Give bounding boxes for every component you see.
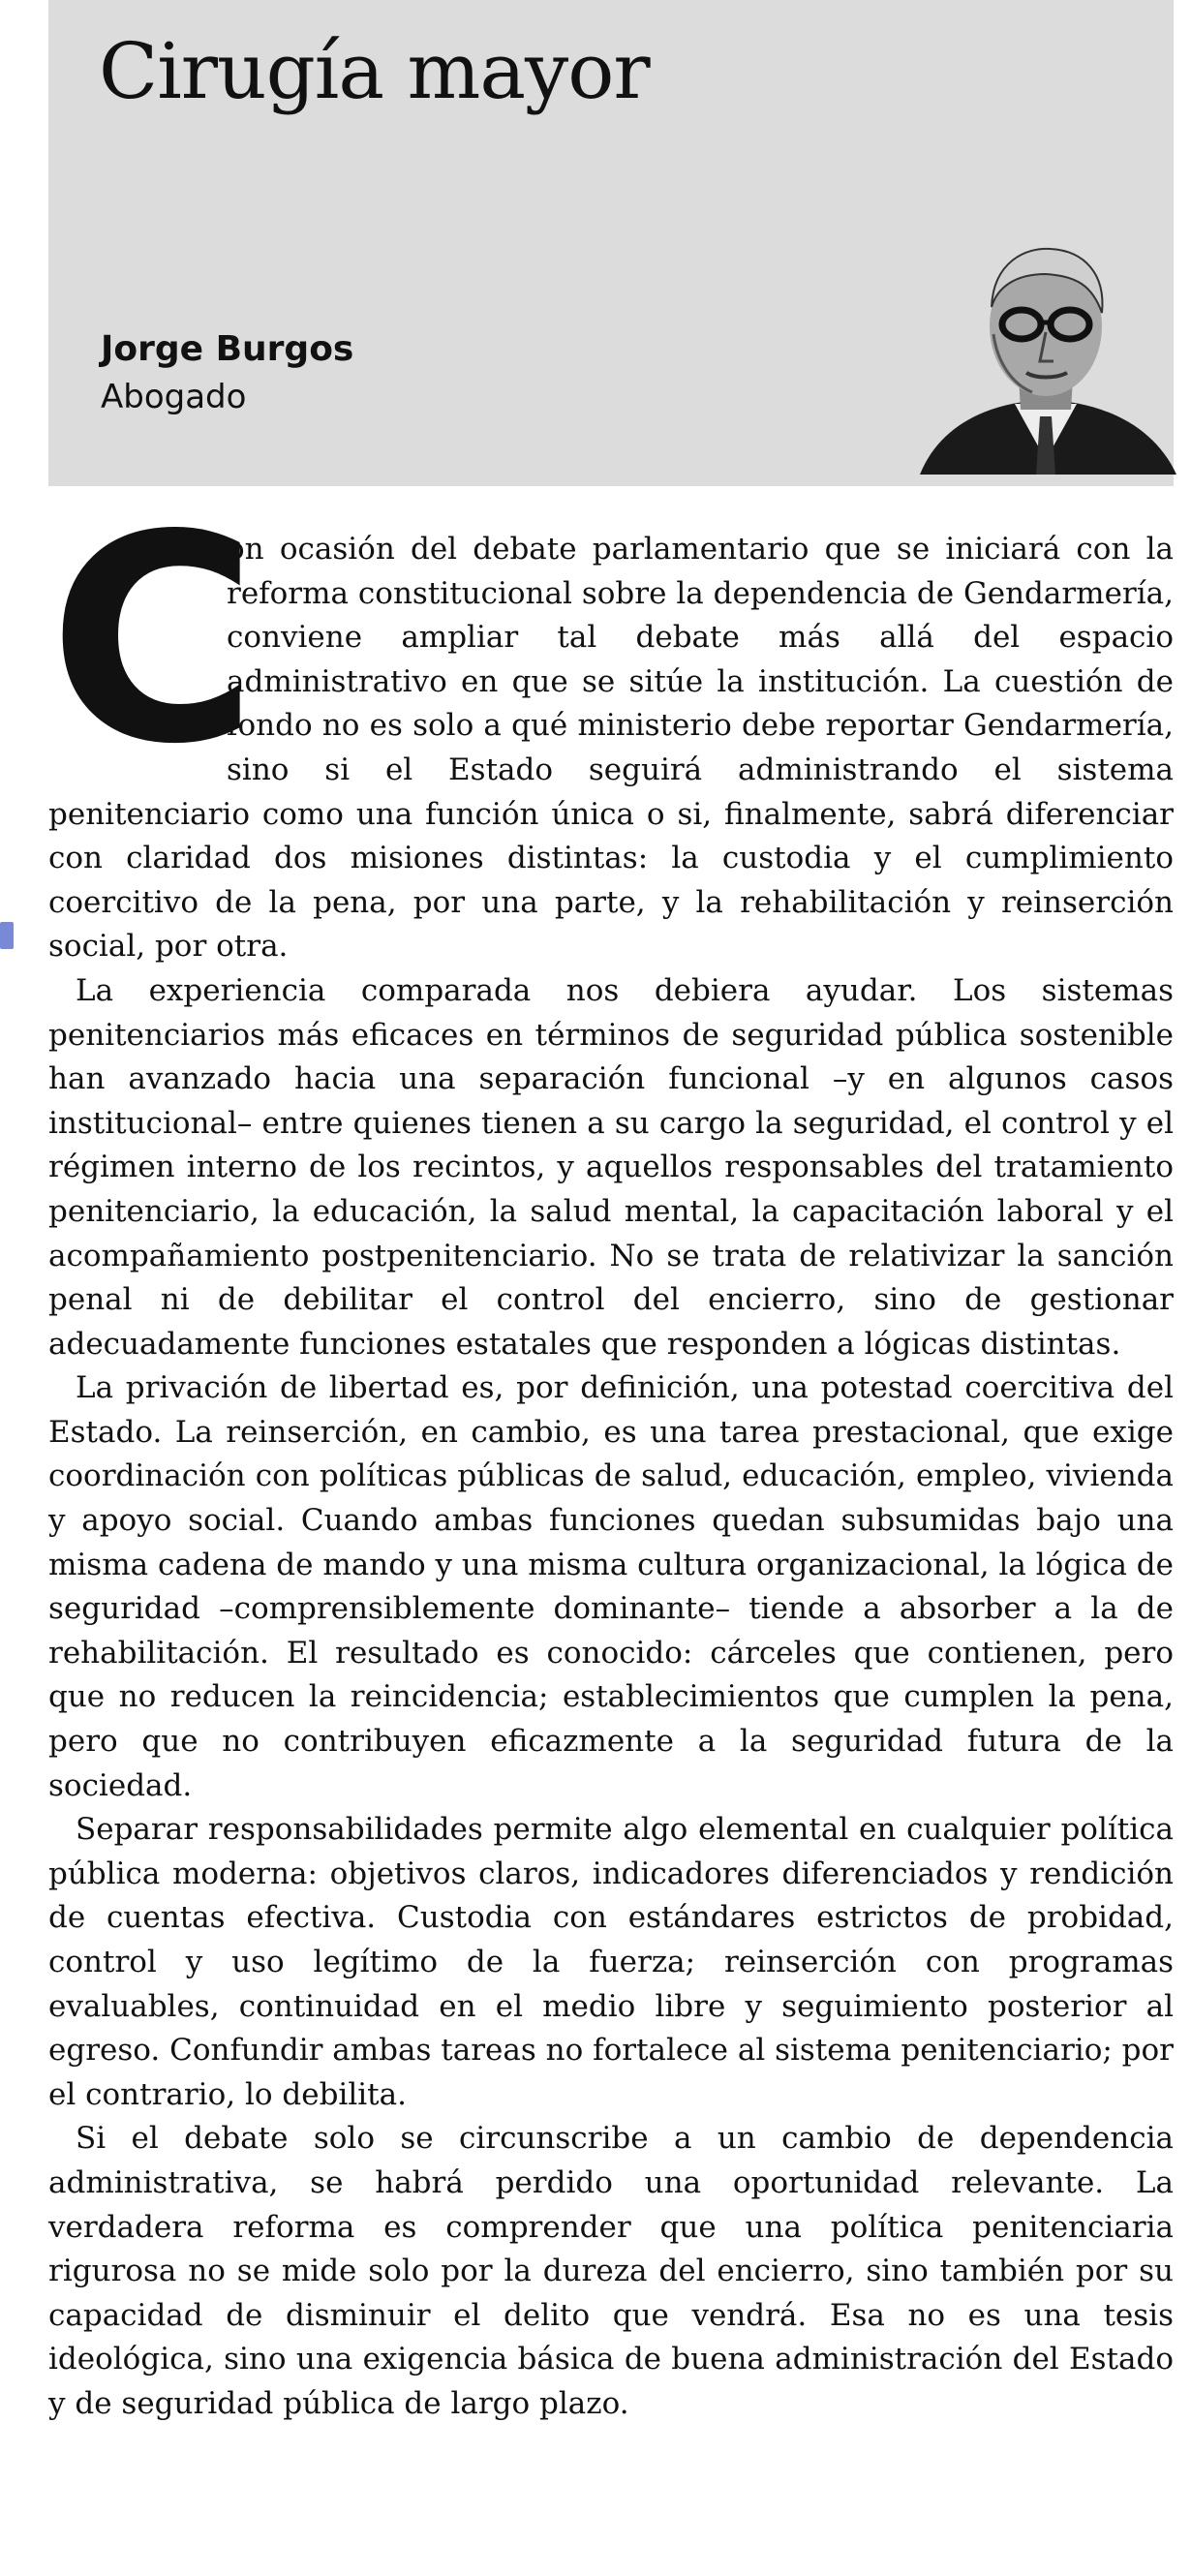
- drop-cap: [48, 474, 259, 807]
- drop-cap-letter: C: [48, 474, 259, 807]
- headline: Cirugía mayor: [99, 26, 650, 116]
- body-paragraph: Si el debate solo se circunscribe a un cambio de dependencia administrativa, se habrá perdido una oportunidad relevante. La verdadera reforma es comprender que una política penitenciaria rigurosa no se mide solo por la dureza del encierro, sino también por su capacidad de disminuir el delito que vendrá. Esa no es una tesis ideológica, sino una exigencia básica de buena administración del Estado y de seguridad pública de largo plazo.: [48, 2121, 1174, 2421]
- body-paragraph: La privación de libertad es, por definición, una potestad coercitiva del Estado. La reinserción, en cambio, es una tarea prestacional, que exige coordinación con políticas públicas de salud, educación, empleo, vivienda y apoyo social. Cuando ambas funciones quedan subsumidas bajo una misma cadena de mando y una misma cultura organizacional, la lógica de seguridad –comprensiblemente dominante– tiende a absorber a la de rehabilitación. El resultado es conocido: cárceles que contienen, pero que no reducen la reincidencia; establecimientos que cumplen la pena, pero que no contribuyen eficazmente a la seguridad futura de la sociedad.: [48, 1370, 1174, 1803]
- lead-paragraph: on ocasión del debate parlamentario que se iniciará con la reforma constitucional sobre la dependencia de Gendarmería, conviene ampliar tal debate más allá del espacio administrativo en que se sitúe la institución. La cuestión de fondo no es solo a qué ministerio debe reportar Gendarmería, sino si el Estado seguirá administrando el sistema penitenciario como una función única o si, finalmente, sabrá diferenciar con claridad dos misiones distintas: la custodia y el cumplimiento coercitivo de la pena, por una parte, y la rehabilitación y reinserción social, por otra.: [48, 532, 1174, 965]
- body-paragraph: La experiencia comparada nos debiera ayudar. Los sistemas penitenciarios más eficaces en términos de seguridad pública sostenible han avanzado hacia una separación funcional –y en algunos casos institucional– entre quienes tienen a su cargo la seguridad, el control y el régimen interno de los recintos, y aquellos responsables del tratamiento penitenciario, la educación, la salud mental, la capacitación laboral y el acompañamiento postpenitenciario. No se trata de relativizar la sanción penal ni de debilitar el control del encierro, sino de gestionar adecuadamente funciones estatales que responden a lógicas distintas.: [48, 972, 1174, 1362]
- author-role: Abogado: [101, 378, 247, 416]
- side-marker: [0, 922, 14, 949]
- article-header: [48, 0, 1174, 486]
- author-name: Jorge Burgos: [101, 329, 354, 369]
- author-portrait-illustration: [901, 218, 1191, 475]
- body-paragraph: Separar responsabilidades permite algo elemental en cualquier política pública moderna: objetivos claros, indicadores diferenciados y rendición de cuentas efectiva. Custodia con estándares estrictos de probidad, control y uso legítimo de la fuerza; reinserción con programas evaluables, continuidad en el medio libre y seguimiento posterior al egreso. Confundir ambas tareas no fortalece al sistema penitenciario; por el contrario, lo debilita.: [48, 1812, 1174, 2112]
- article-body: [48, 474, 1174, 2427]
